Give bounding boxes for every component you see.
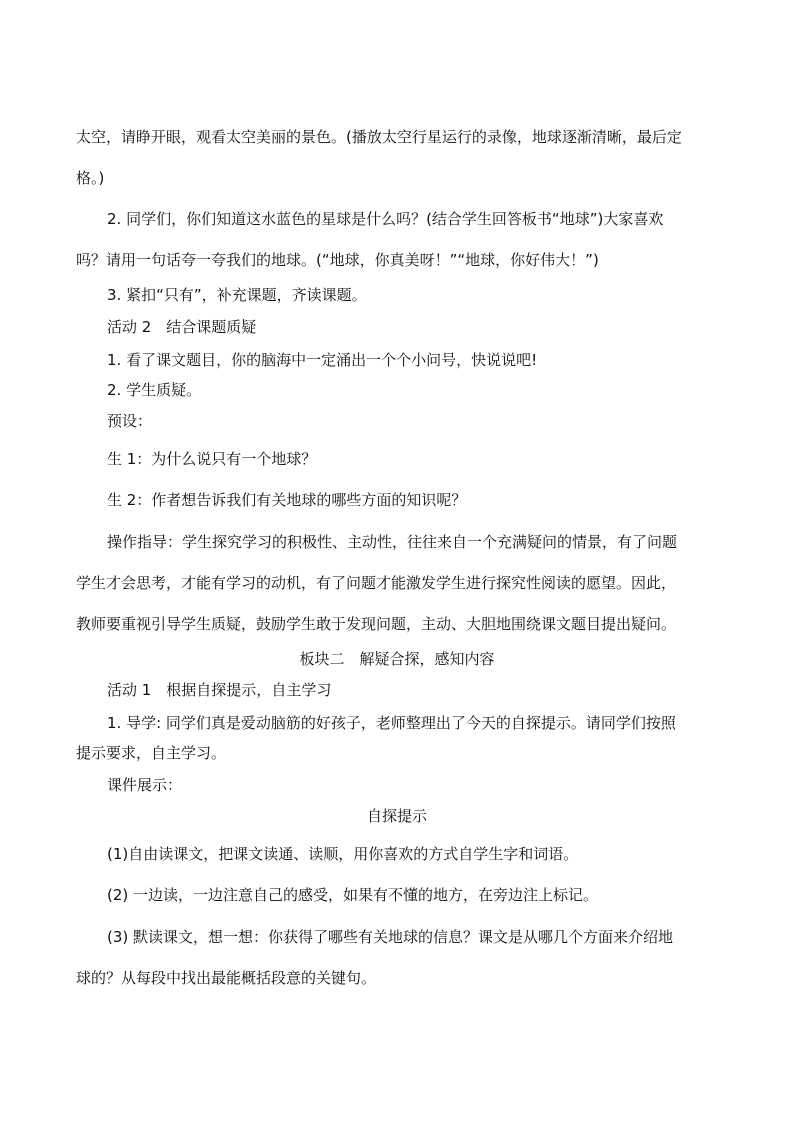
section-heading: 板块二 解疑合探，感知内容	[299, 650, 495, 668]
paragraph-line: 操作指导：学生探究学习的积极性、主动性，往往来自一个充满疑问的情景，有了问题	[107, 533, 678, 551]
paragraph-line: 预设：	[107, 412, 153, 430]
list-item: (1)自由读课文，把课文读通、读顺，用你喜欢的方式自学生字和词语。	[107, 845, 579, 863]
paragraph-line: 提示要求，自主学习。	[76, 744, 227, 762]
paragraph-line: 教师要重视引导学生质疑，鼓励学生敢于发现问题，主动、大胆地围绕课文题目提出疑问。	[76, 615, 677, 633]
paragraph-line: 学生才会思考，才能有学习的动机，有了问题才能激发学生进行探究性阅读的愿望。因此，	[76, 574, 677, 592]
paragraph-line: 3. 紧扣“只有”，补充课题，齐读课题。	[107, 286, 367, 304]
paragraph-line: 2. 同学们，你们知道这水蓝色的星球是什么吗？(结合学生回答板书“地球”)大家喜欢	[107, 210, 664, 228]
list-item: 球的？从每段中找出最能概括段意的关键句。	[76, 969, 377, 987]
paragraph-line: 吗？请用一句话夸一夸我们的地球。(“地球，你真美呀！”“地球，你好伟大！”)	[76, 251, 599, 269]
paragraph-line: 格。)	[76, 169, 105, 187]
activity-heading: 活动 2 结合课题质疑	[107, 318, 257, 336]
list-item: (2) 一边读，一边注意自己的感受，如果有不懂的地方，在旁边注上标记。	[107, 886, 599, 904]
list-item: (3) 默读课文，想一想：你获得了哪些有关地球的信息？课文是从哪几个方面来介绍地	[107, 928, 674, 946]
paragraph-line: 生 2：作者想告诉我们有关地球的哪些方面的知识呢？	[107, 491, 467, 509]
box-title: 自探提示	[366, 807, 427, 825]
paragraph-line: 2. 学生质疑。	[107, 381, 202, 399]
paragraph-line: 太空，请睁开眼，观看太空美丽的景色。(播放太空行星运行的录像，地球逐渐清晰，最后定	[76, 128, 682, 146]
paragraph-line: 生 1：为什么说只有一个地球？	[107, 450, 317, 468]
paragraph-line: 1. 导学: 同学们真是爱动脑筋的好孩子，老师整理出了今天的自探提示。请同学们按照	[107, 714, 676, 732]
paragraph-line: 课件展示：	[107, 776, 183, 794]
activity-heading: 活动 1 根据自探提示，自主学习	[107, 681, 332, 699]
paragraph-line: 1. 看了课文题目，你的脑海中一定涌出一个个小问号，快说说吧!	[107, 351, 538, 369]
